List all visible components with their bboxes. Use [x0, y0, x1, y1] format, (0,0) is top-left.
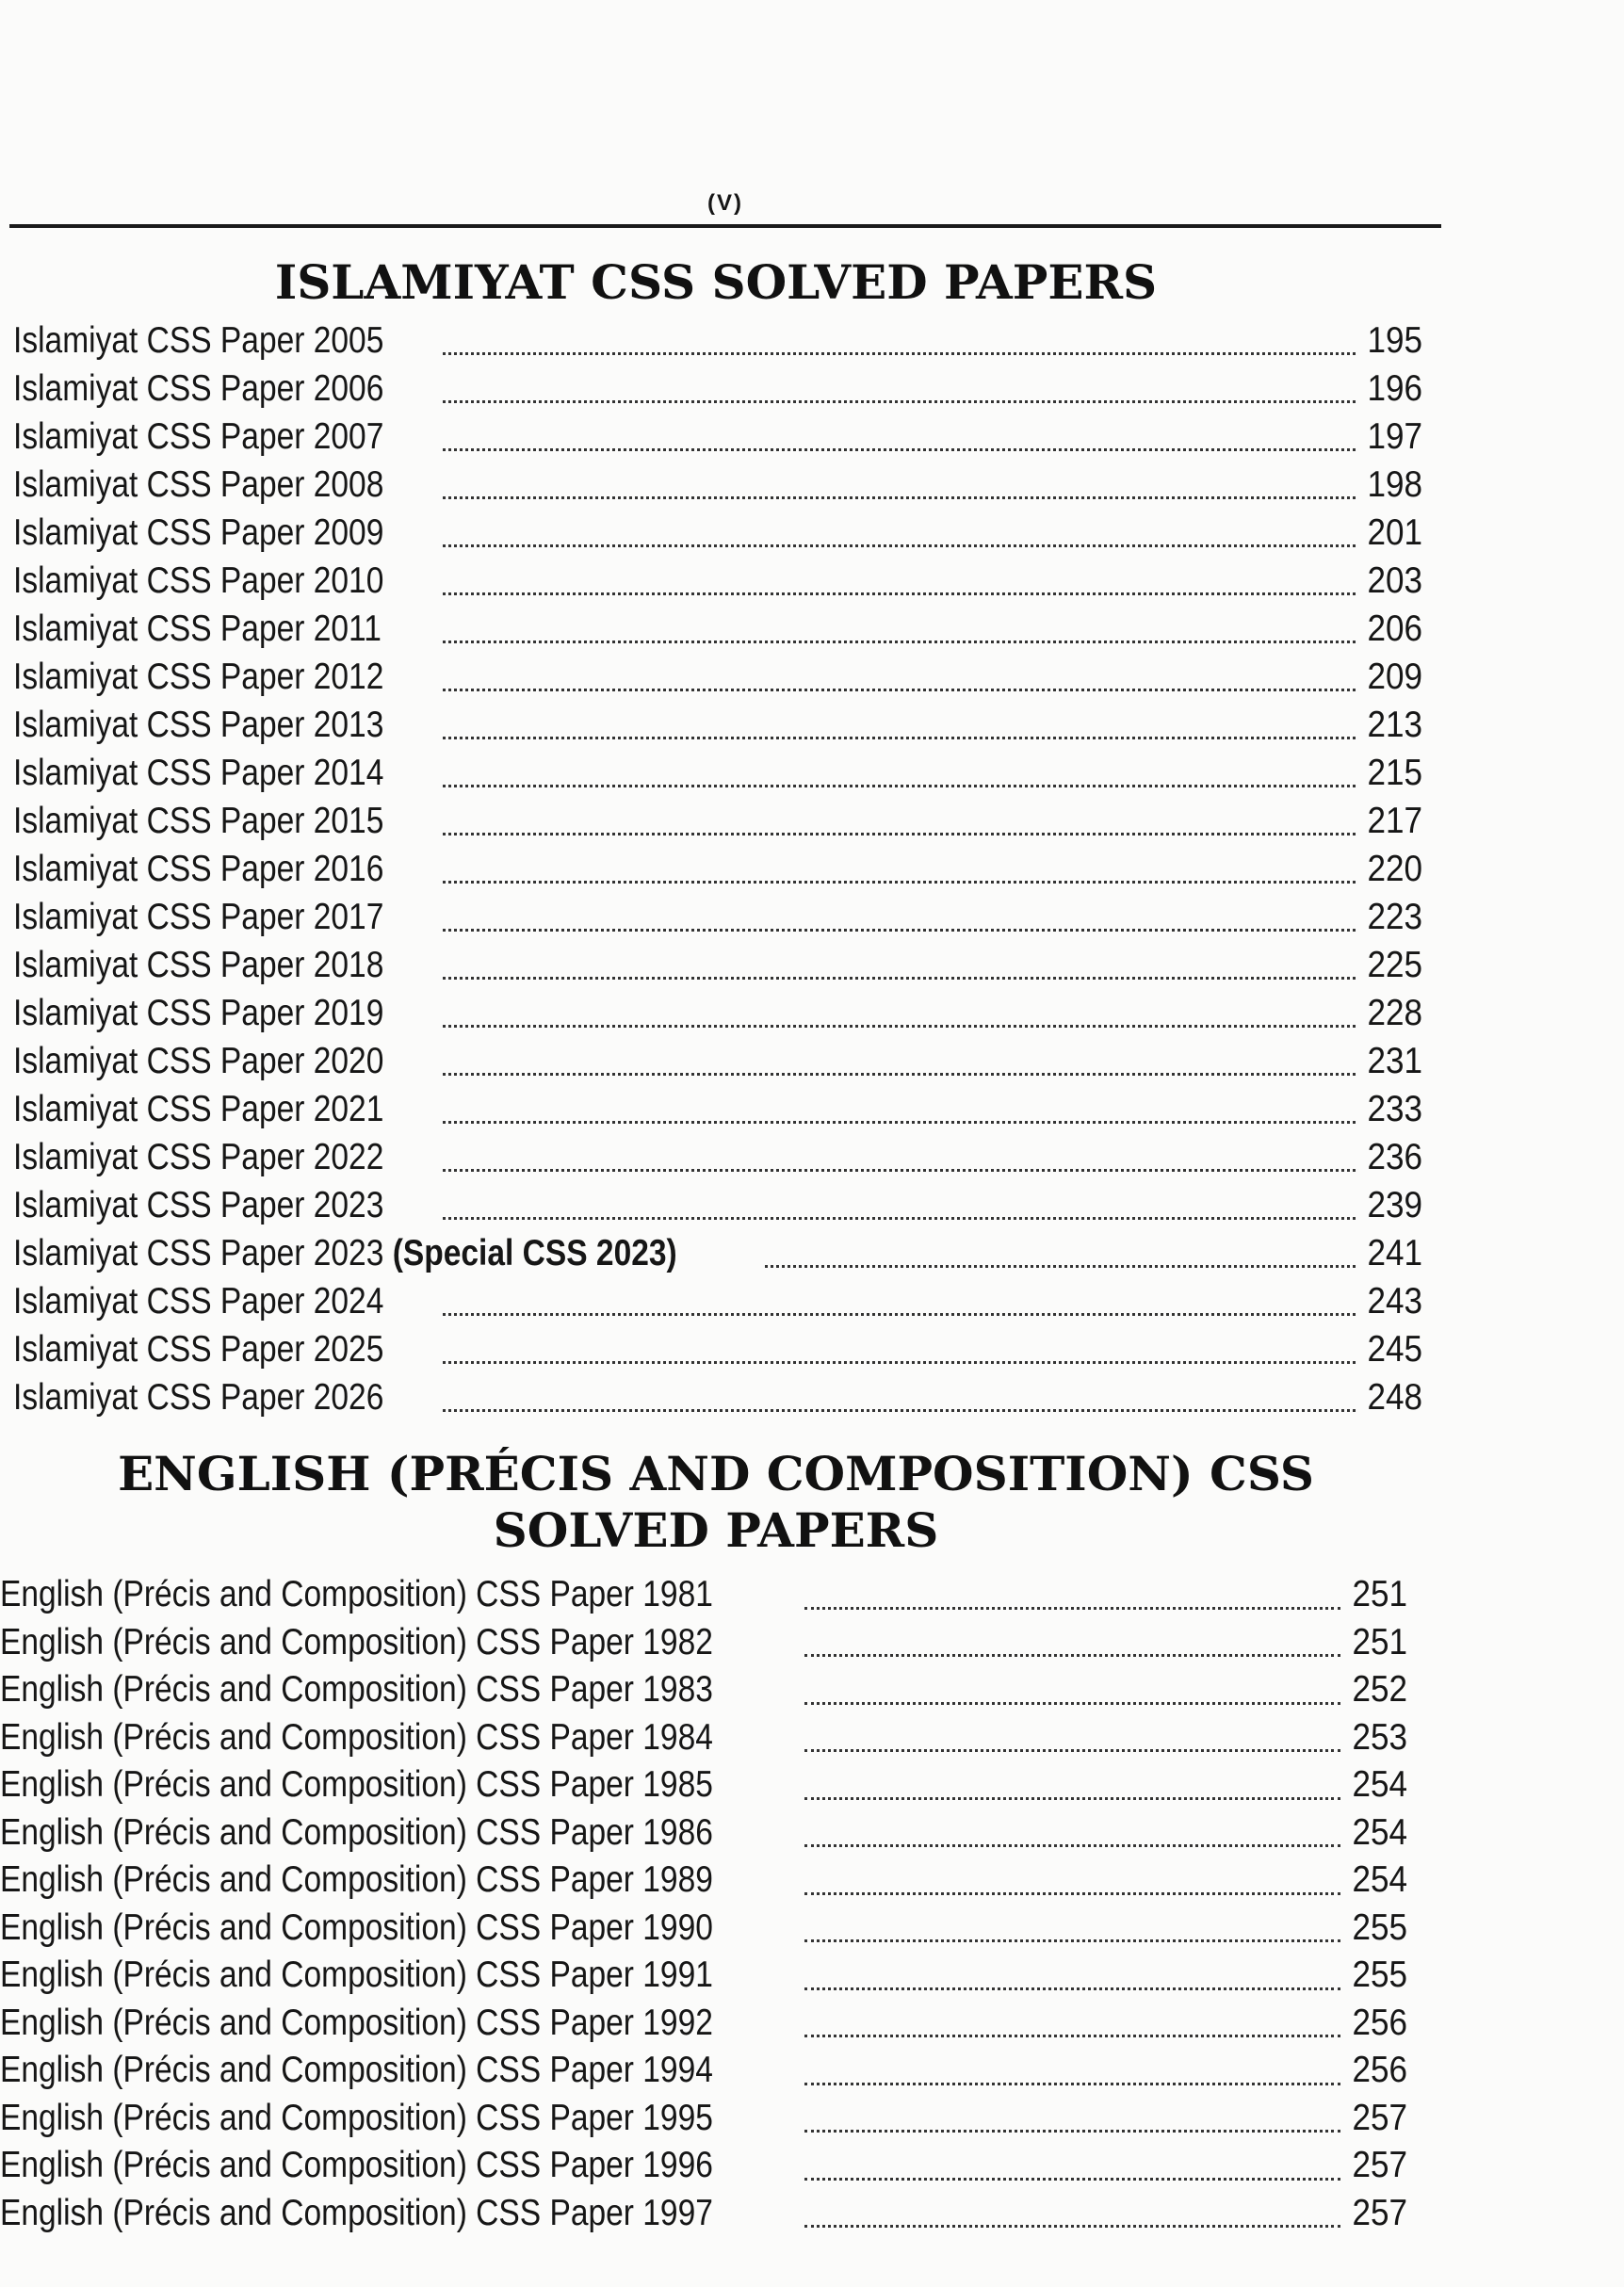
entry-title-wrap — [0, 1809, 799, 1857]
entry-page-number: 196 — [1367, 368, 1422, 409]
entry-title-wrap — [13, 605, 437, 653]
entry-page-number: 217 — [1367, 801, 1422, 841]
islamiyat-contents-entry — [0, 1325, 1422, 1373]
dot-leader — [804, 1987, 1340, 1990]
english-contents-entry — [0, 2190, 1407, 2238]
entry-title-wrap — [0, 2142, 799, 2190]
dot-leader — [443, 785, 1356, 787]
entry-title — [0, 2095, 713, 2143]
entry-page-number: 220 — [1367, 849, 1422, 889]
dot-leader — [443, 1409, 1356, 1412]
entry-page-number: 198 — [1367, 464, 1422, 505]
entry-page-number: 197 — [1367, 416, 1422, 457]
islamiyat-contents-entry — [0, 605, 1422, 653]
islamiyat-contents-entry — [0, 365, 1422, 413]
entry-title-wrap — [13, 893, 437, 941]
entry-title-text: English (Précis and Composition) CSS Paper 1992 — [0, 2002, 713, 2043]
entry-page-number: 251 — [1352, 1621, 1407, 1663]
dot-leader — [443, 929, 1356, 932]
entry-title-text: English (Précis and Composition) CSS Paper 1985 — [0, 1764, 713, 1805]
entry-title — [13, 845, 384, 893]
entry-title-text: Islamiyat CSS Paper 2014 — [13, 753, 384, 793]
entry-page-number: 203 — [1367, 560, 1422, 601]
entry-title-text: Islamiyat CSS Paper 2005 — [13, 320, 384, 361]
entry-title — [13, 557, 384, 605]
english-heading-line-2: SOLVED PAPERS — [493, 1502, 939, 1558]
entry-title-text: Islamiyat CSS Paper 2022 — [13, 1137, 384, 1177]
english-contents-entry — [0, 1857, 1407, 1905]
entry-title-wrap — [13, 1037, 437, 1085]
entry-title — [13, 749, 384, 797]
entry-title-text: English (Précis and Composition) CSS Paper 1995 — [0, 2097, 713, 2138]
english-contents-entry — [0, 1571, 1407, 1619]
entry-title-text: Islamiyat CSS Paper 2023 — [13, 1185, 384, 1225]
entry-title — [0, 1619, 713, 1667]
english-contents-entry — [0, 1714, 1407, 1762]
entry-page-number: 241 — [1367, 1233, 1422, 1273]
dot-leader — [443, 1217, 1356, 1220]
entry-title — [13, 1373, 384, 1421]
entry-page-number: 255 — [1352, 1954, 1407, 1995]
dot-leader — [443, 1361, 1356, 1364]
dot-leader — [804, 2035, 1340, 2037]
entry-title-wrap — [13, 1277, 437, 1325]
entry-title — [0, 1905, 713, 1953]
english-contents-list — [0, 1571, 1407, 2237]
entry-title-wrap — [13, 797, 437, 845]
entry-title-text: Islamiyat CSS Paper 2020 — [13, 1041, 384, 1081]
entry-title — [0, 1714, 713, 1762]
entry-title — [0, 2142, 713, 2190]
entry-page-number: 257 — [1352, 2145, 1407, 2185]
entry-page-number: 231 — [1367, 1041, 1422, 1081]
islamiyat-contents-entry — [0, 1229, 1422, 1277]
dot-leader — [804, 1702, 1340, 1705]
entry-title-text: Islamiyat CSS Paper 2008 — [13, 464, 384, 505]
entry-title-text: English (Précis and Composition) CSS Paper 1994 — [0, 2050, 713, 2090]
english-contents-entry — [0, 1619, 1407, 1667]
islamiyat-contents-entry — [0, 1133, 1422, 1181]
header-rule — [9, 224, 1441, 228]
dot-leader — [804, 2130, 1340, 2133]
entry-title-wrap — [0, 1571, 799, 1619]
entry-page-number: 239 — [1367, 1185, 1422, 1225]
entry-title-text: English (Précis and Composition) CSS Paper 1986 — [0, 1811, 713, 1853]
entry-title-text: Islamiyat CSS Paper 2011 — [13, 608, 382, 649]
dot-leader — [443, 1121, 1356, 1124]
page-number: (V) — [707, 190, 743, 216]
dot-leader — [443, 448, 1356, 451]
entry-title-wrap — [0, 1952, 799, 2000]
entry-title-text: Islamiyat CSS Paper 2025 — [13, 1329, 384, 1370]
entry-title-wrap — [13, 1229, 759, 1277]
entry-title — [0, 2190, 713, 2238]
dot-leader — [443, 977, 1356, 980]
entry-title-wrap — [13, 1181, 437, 1229]
dot-leader — [804, 1844, 1340, 1847]
entry-title — [0, 1809, 713, 1857]
dot-leader — [804, 1939, 1340, 1942]
entry-title-text: Islamiyat CSS Paper 2026 — [13, 1377, 384, 1418]
dot-leader — [765, 1265, 1356, 1268]
entry-title-wrap — [13, 1133, 437, 1181]
entry-title-text: Islamiyat CSS Paper 2010 — [13, 560, 384, 601]
dot-leader — [804, 1797, 1340, 1800]
entry-title-note: (Special CSS 2023) — [392, 1233, 677, 1273]
entry-title-wrap — [13, 845, 437, 893]
entry-title — [13, 653, 384, 701]
entry-title-wrap — [0, 1905, 799, 1953]
islamiyat-contents-entry — [0, 797, 1422, 845]
islamiyat-contents-entry — [0, 461, 1422, 509]
dot-leader — [443, 689, 1356, 691]
entry-title-text: Islamiyat CSS Paper 2018 — [13, 945, 384, 985]
dot-leader — [443, 592, 1356, 595]
dot-leader — [443, 1073, 1356, 1076]
entry-page-number: 213 — [1367, 705, 1422, 745]
entry-title — [13, 413, 384, 461]
islamiyat-contents-entry — [0, 509, 1422, 557]
entry-title — [13, 989, 384, 1037]
entry-page-number: 254 — [1352, 1811, 1407, 1853]
islamiyat-contents-entry — [0, 413, 1422, 461]
entry-title-wrap — [0, 1857, 799, 1905]
english-contents-entry — [0, 2095, 1407, 2143]
english-contents-entry — [0, 1905, 1407, 1953]
entry-title — [0, 1666, 713, 1714]
islamiyat-contents-entry — [0, 1085, 1422, 1133]
dot-leader — [443, 737, 1356, 739]
entry-title-text: English (Précis and Composition) CSS Paper 1984 — [0, 1716, 713, 1758]
entry-title-text: Islamiyat CSS Paper 2015 — [13, 801, 384, 841]
entry-title — [13, 509, 384, 557]
entry-title-text: Islamiyat CSS Paper 2007 — [13, 416, 384, 457]
entry-title-text: Islamiyat CSS Paper 2013 — [13, 705, 384, 745]
islamiyat-section-heading: ISLAMIYAT CSS SOLVED PAPERS — [274, 254, 1158, 310]
entry-title-wrap — [13, 1085, 437, 1133]
entry-page-number: 215 — [1367, 753, 1422, 793]
entry-page-number: 256 — [1352, 2002, 1407, 2043]
entry-title-wrap — [0, 1761, 799, 1809]
entry-page-number: 245 — [1367, 1329, 1422, 1370]
entry-page-number: 251 — [1352, 1574, 1407, 1614]
entry-page-number: 206 — [1367, 608, 1422, 649]
entry-page-number: 254 — [1352, 1859, 1407, 1900]
entry-page-number: 223 — [1367, 897, 1422, 937]
entry-title-wrap — [0, 2000, 799, 2048]
entry-title-text: English (Précis and Composition) CSS Paper 1989 — [0, 1859, 713, 1900]
dot-leader — [804, 1749, 1340, 1752]
entry-title-wrap — [13, 941, 437, 989]
entry-title — [13, 1181, 384, 1229]
entry-title — [13, 316, 384, 365]
entry-title-wrap — [0, 1666, 799, 1714]
entry-title — [13, 797, 384, 845]
entry-title-wrap — [13, 509, 437, 557]
islamiyat-contents-entry — [0, 316, 1422, 365]
entry-title — [13, 1085, 384, 1133]
entry-title — [13, 1133, 384, 1181]
entry-title — [13, 701, 384, 749]
islamiyat-contents-entry — [0, 557, 1422, 605]
entry-page-number: 255 — [1352, 1906, 1407, 1948]
english-contents-entry — [0, 1761, 1407, 1809]
islamiyat-contents-entry — [0, 1373, 1422, 1421]
entry-title-text: English (Précis and Composition) CSS Paper 1991 — [0, 1954, 713, 1995]
entry-title-wrap — [13, 749, 437, 797]
entry-page-number: 225 — [1367, 945, 1422, 985]
entry-title-text: English (Précis and Composition) CSS Paper 1996 — [0, 2145, 713, 2185]
entry-title-wrap — [13, 1373, 437, 1421]
islamiyat-contents-list — [0, 316, 1422, 1421]
entry-title-text: Islamiyat CSS Paper 2016 — [13, 849, 384, 889]
entry-title — [0, 1571, 713, 1619]
entry-title-wrap — [13, 557, 437, 605]
entry-title — [0, 2000, 713, 2048]
islamiyat-contents-entry — [0, 653, 1422, 701]
entry-title-wrap — [13, 989, 437, 1037]
english-heading-line-1: ENGLISH (PRÉCIS AND COMPOSITION) CSS — [118, 1446, 1314, 1501]
entry-title-text: English (Précis and Composition) CSS Paper 1983 — [0, 1669, 713, 1710]
entry-title-wrap — [0, 2095, 799, 2143]
entry-title-wrap — [0, 1714, 799, 1762]
entry-title-wrap — [0, 1619, 799, 1667]
english-contents-entry — [0, 2047, 1407, 2095]
entry-title — [13, 893, 384, 941]
entry-title — [0, 1761, 713, 1809]
entry-title — [0, 1952, 713, 2000]
entry-page-number: 233 — [1367, 1089, 1422, 1129]
dot-leader — [804, 1607, 1340, 1610]
islamiyat-contents-entry — [0, 893, 1422, 941]
islamiyat-contents-entry — [0, 1277, 1422, 1325]
dot-leader — [443, 1025, 1356, 1028]
entry-page-number: 252 — [1352, 1669, 1407, 1710]
english-contents-entry — [0, 2142, 1407, 2190]
entry-page-number: 243 — [1367, 1281, 1422, 1322]
entry-title-wrap — [13, 365, 437, 413]
entry-title-wrap — [0, 2047, 799, 2095]
dot-leader — [804, 1654, 1340, 1657]
entry-page-number: 209 — [1367, 657, 1422, 697]
islamiyat-contents-entry — [0, 1037, 1422, 1085]
entry-page-number: 228 — [1367, 993, 1422, 1033]
entry-title — [0, 2047, 713, 2095]
islamiyat-contents-entry — [0, 1181, 1422, 1229]
islamiyat-contents-entry — [0, 941, 1422, 989]
entry-page-number: 254 — [1352, 1764, 1407, 1805]
entry-title-text: Islamiyat CSS Paper 2009 — [13, 512, 384, 553]
entry-title-text: Islamiyat CSS Paper 2021 — [13, 1089, 384, 1129]
entry-page-number: 236 — [1367, 1137, 1422, 1177]
entry-title-wrap — [13, 316, 437, 365]
dot-leader — [443, 352, 1356, 355]
dot-leader — [443, 881, 1356, 884]
dot-leader — [804, 1892, 1340, 1895]
entry-title — [13, 941, 384, 989]
entry-page-number: 256 — [1352, 2050, 1407, 2090]
dot-leader — [443, 833, 1356, 835]
entry-title — [0, 1857, 713, 1905]
entry-title-text: English (Précis and Composition) CSS Paper 1997 — [0, 2192, 713, 2233]
entry-title-text: Islamiyat CSS Paper 2006 — [13, 368, 384, 409]
entry-title-wrap — [13, 701, 437, 749]
entry-title — [13, 1325, 384, 1373]
english-contents-entry — [0, 1952, 1407, 2000]
islamiyat-contents-entry — [0, 701, 1422, 749]
entry-title — [13, 1037, 384, 1085]
entry-title — [13, 1229, 677, 1277]
dot-leader — [443, 400, 1356, 403]
entry-title — [13, 461, 384, 509]
entry-title-wrap — [13, 653, 437, 701]
dot-leader — [443, 496, 1356, 499]
english-section-heading — [0, 1446, 1432, 1559]
entry-title-text: English (Précis and Composition) CSS Paper 1981 — [0, 1574, 713, 1614]
entry-title-wrap — [13, 1325, 437, 1373]
islamiyat-contents-entry — [0, 845, 1422, 893]
islamiyat-contents-entry — [0, 749, 1422, 797]
entry-title-wrap — [13, 413, 437, 461]
entry-title-wrap — [13, 461, 437, 509]
entry-title-text: Islamiyat CSS Paper 2023 — [13, 1233, 384, 1273]
dot-leader — [443, 544, 1356, 547]
dot-leader — [443, 641, 1356, 643]
english-contents-entry — [0, 1809, 1407, 1857]
entry-page-number: 195 — [1367, 320, 1422, 361]
entry-title — [13, 1277, 384, 1325]
entry-title-text: Islamiyat CSS Paper 2012 — [13, 657, 384, 697]
entry-title-text: Islamiyat CSS Paper 2019 — [13, 993, 384, 1033]
entry-page-number: 257 — [1352, 2097, 1407, 2138]
entry-page-number: 257 — [1352, 2192, 1407, 2233]
entry-page-number: 201 — [1367, 512, 1422, 553]
english-contents-entry — [0, 1666, 1407, 1714]
islamiyat-contents-entry — [0, 989, 1422, 1037]
entry-title-text: Islamiyat CSS Paper 2024 — [13, 1281, 384, 1322]
dot-leader — [804, 2225, 1340, 2228]
dot-leader — [804, 2083, 1340, 2085]
entry-page-number: 248 — [1367, 1377, 1422, 1418]
entry-title-text: Islamiyat CSS Paper 2017 — [13, 897, 384, 937]
entry-title-text: English (Précis and Composition) CSS Paper 1990 — [0, 1906, 713, 1948]
dot-leader — [804, 2178, 1340, 2181]
entry-title — [13, 605, 382, 653]
entry-title-text: English (Précis and Composition) CSS Paper 1982 — [0, 1621, 713, 1663]
dot-leader — [443, 1169, 1356, 1172]
dot-leader — [443, 1313, 1356, 1316]
entry-title-wrap — [0, 2190, 799, 2238]
entry-title — [13, 365, 384, 413]
english-contents-entry — [0, 2000, 1407, 2048]
entry-page-number: 253 — [1352, 1716, 1407, 1758]
